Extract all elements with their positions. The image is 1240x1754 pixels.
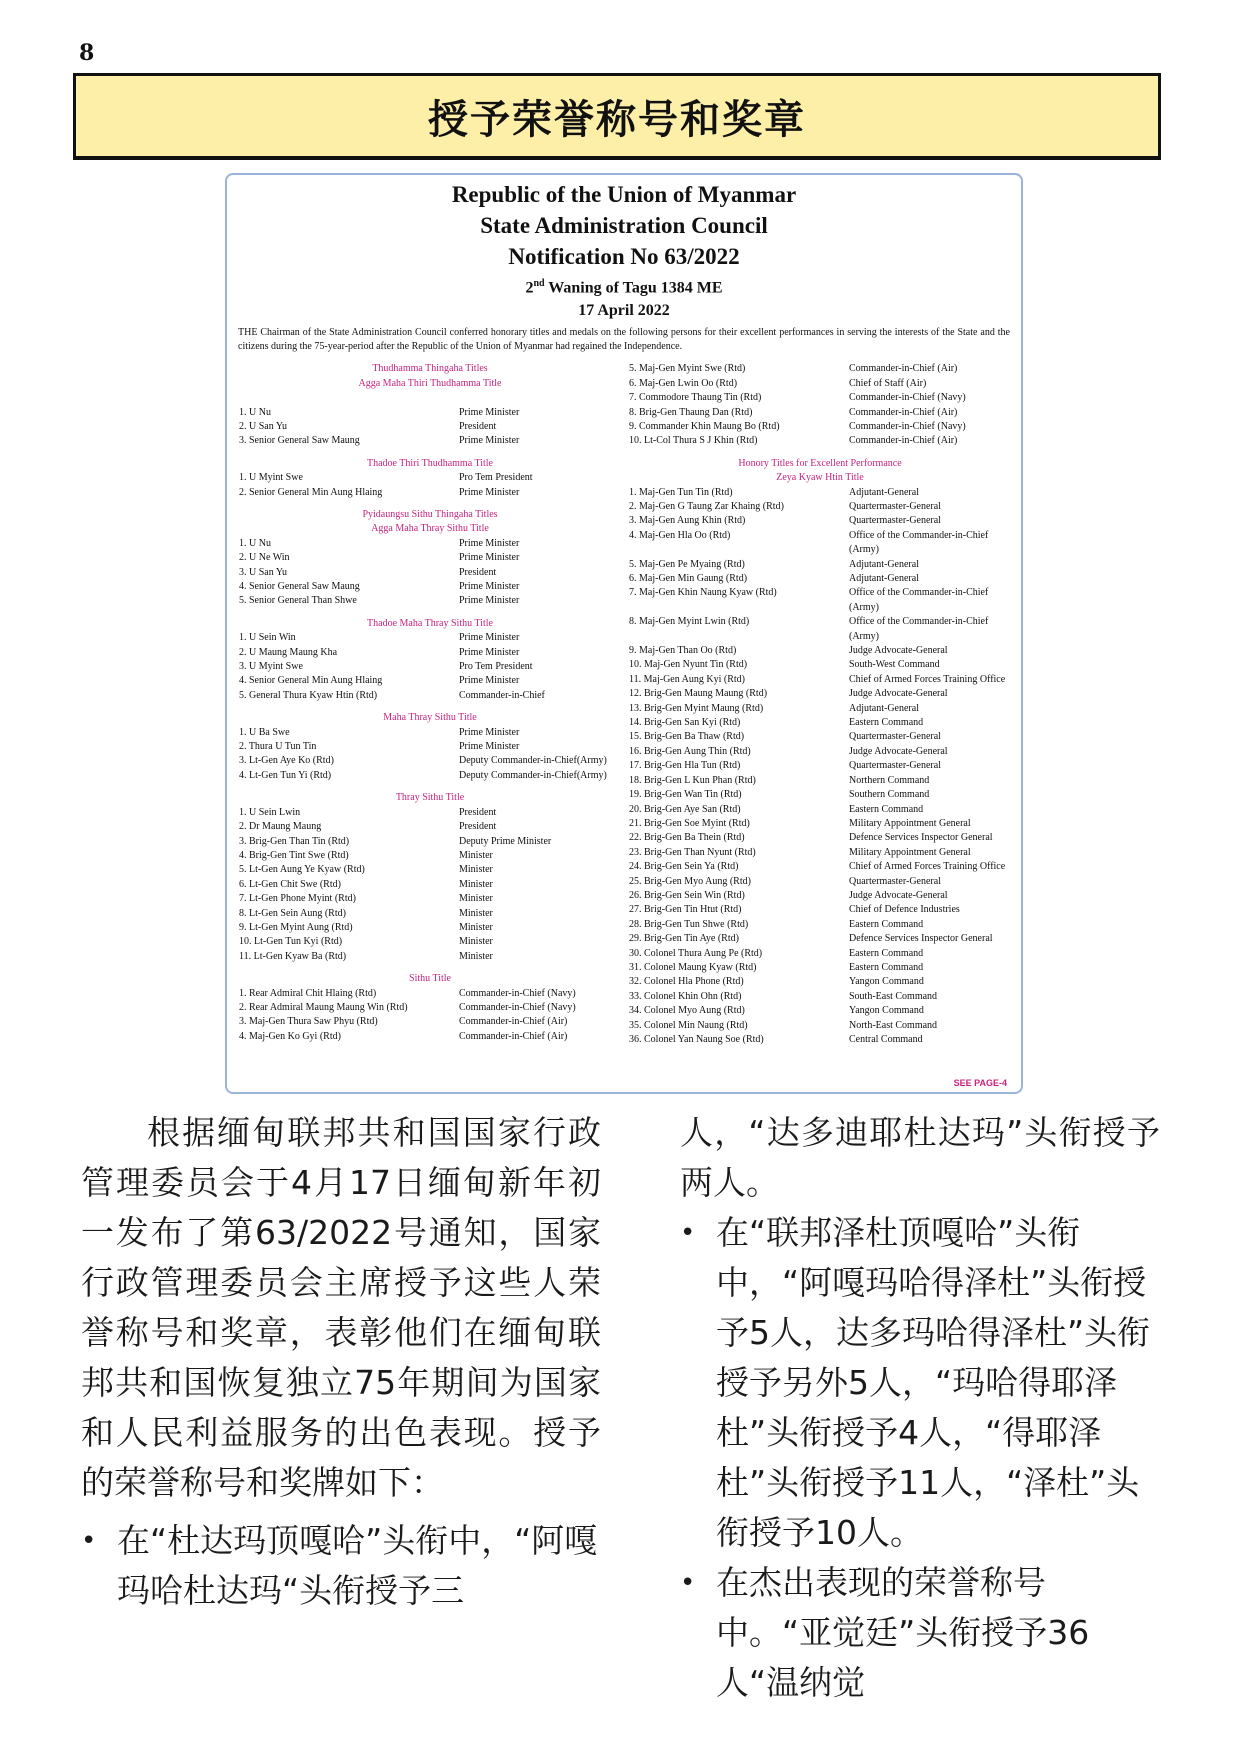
award-row [239,566,621,580]
award-row [239,420,621,434]
article-bullet-2 [680,1208,1160,1558]
award-title: Sithu Title [409,973,451,985]
article-bullet-1 [81,1516,601,1616]
award-row [239,537,621,551]
recipient-position: Judge Advocate-General [849,889,948,901]
recipient-position: Prime Minister [459,537,520,549]
recipient-name: 12. Brig-Gen Maung Maung (Rtd) [629,688,768,700]
recipient-name: 7. Lt-Gen Phone Myint (Rtd) [239,893,356,905]
recipient-position: Deputy Commander-in-Chief(Army) [459,755,607,767]
award-row [629,1004,1011,1018]
recipient-position: Prime Minister [459,435,520,447]
award-row [629,961,1011,975]
recipient-position: President [459,821,497,833]
award-row [629,788,1011,802]
notification-header [227,179,1021,322]
recipient-name: 11. Maj-Gen Aung Kyi (Rtd) [629,673,746,685]
recipient-position: Commander-in-Chief (Air) [849,363,958,375]
recipient-name: 4. Senior General Saw Maung [239,581,360,592]
award-row [629,990,1011,1004]
recipient-name: 1. U Nu [239,537,271,549]
recipient-position: North-East Command [849,1019,938,1031]
award-row [239,674,621,688]
recipient-name: 2. Rear Admiral Maung Maung Win (Rtd) [239,1001,408,1013]
recipient-name: 1. U Sein Lwin [239,806,301,818]
award-row [239,434,621,448]
recipient-position: Quartermaster-General [849,500,941,512]
recipient-position: Quartermaster-General [849,731,941,743]
recipient-name: 21. Brig-Gen Soe Myint (Rtd) [629,817,750,829]
award-row [629,687,1011,701]
award-row [629,1033,1011,1047]
recipient-position: Office of the Commander-in-Chief (Army) [849,587,989,613]
recipient-position: Yangon Command [849,1005,924,1017]
award-row [629,406,1011,420]
award-row [629,730,1011,744]
recipient-position: Southern Command [849,789,930,801]
recipient-name: 27. Brig-Gen Tin Htut (Rtd) [629,904,742,916]
banner-title: 授予荣誉称号和奖章 [428,96,806,143]
section-spacer [239,783,621,791]
header-council: State Administration Council [480,213,768,238]
award-title: Thudhamma Thingaha Titles [372,363,488,375]
recipient-name: 2. U Maung Maung Kha [239,646,338,658]
award-row [629,716,1011,730]
award-row [629,860,1011,874]
award-row [239,907,621,921]
award-row [629,514,1011,528]
recipient-name: 9. Commander Khin Maung Bo (Rtd) [629,420,780,432]
award-row [629,831,1011,845]
recipient-position: Quartermaster-General [849,875,941,887]
recipient-position: Prime Minister [459,406,520,418]
award-row [239,921,621,935]
recipient-name: 6. Lt-Gen Chit Swe (Rtd) [239,878,341,890]
award-title: Pyidaungsu Sithu Thingaha Titles [362,508,498,520]
award-row [629,817,1011,831]
recipient-name: 29. Brig-Gen Tin Aye (Rtd) [629,933,739,945]
recipient-name: 16. Brig-Gen Aung Thin (Rtd) [629,745,751,757]
award-row [629,889,1011,903]
award-row [629,702,1011,716]
award-row [629,572,1011,586]
recipient-name: 4. Maj-Gen Hla Oo (Rtd) [629,529,731,541]
recipient-position: Minister [459,921,493,933]
recipient-name: 30. Colonel Thura Aung Pe (Rtd) [629,947,763,959]
recipient-position: Prime Minister [459,741,520,753]
header-republic: Republic of the Union of Myanmar [451,182,797,207]
recipient-name: 3. U San Yu [239,566,287,578]
recipient-position: Defence Services Inspector General [849,832,993,844]
recipient-position: Yangon Command [849,976,924,988]
recipient-name: 17. Brig-Gen Hla Tun (Rtd) [629,760,741,772]
section-spacer [239,964,621,972]
recipient-position: Prime Minister [459,726,520,738]
recipient-name: 1. U Myint Swe [239,472,303,484]
recipient-position: Judge Advocate-General [849,688,948,700]
recipient-position: Commander-in-Chief (Air) [459,1030,568,1042]
recipient-position: Chief of Armed Forces Training Office [849,673,1006,685]
award-row [239,950,621,964]
award-row [239,726,621,740]
recipient-position: Pro Tem President [459,661,533,673]
award-row [239,987,621,1001]
recipient-position: Commander-in-Chief (Navy) [459,987,576,999]
recipient-position: President [459,420,497,432]
bullet-2-text: 在“联邦泽杜顶嘎哈”头衔中，“阿嘎玛哈得泽杜”头衔授予5人，达多玛哈得泽杜”头衔授予另外5人，“玛哈得耶泽杜”头衔授予4人，“得耶泽杜”头衔授予11人，“泽杜”头衔授予10人。 [716,1213,1151,1552]
bullet-dot: • [680,1218,696,1248]
article-bullet-3 [680,1558,1160,1708]
bullet-1-continued: 人，“达多迪耶杜达玛”头衔授予两人。 [680,1113,1160,1202]
recipient-name: 1. Maj-Gen Tun Tin (Rtd) [629,486,733,498]
award-row [629,673,1011,687]
award-row [239,551,621,565]
award-row [629,759,1011,773]
recipient-name: 32. Colonel Hla Phone (Rtd) [629,976,744,988]
recipient-position: Judge Advocate-General [849,645,948,657]
award-title: Zeya Kyaw Htin Title [776,472,864,484]
recipient-name: 3. Maj-Gen Aung Khin (Rtd) [629,515,746,527]
recipient-position: Minister [459,907,493,919]
recipient-position: Quartermaster-General [849,515,941,527]
recipient-name: 2. U Ne Win [239,552,290,564]
award-title: Agga Maha Thiri Thudhamma Title [358,377,502,389]
recipient-name: 25. Brig-Gen Myo Aung (Rtd) [629,875,751,887]
recipient-position: Prime Minister [459,646,520,658]
recipient-position: Adjutant-General [849,573,919,585]
award-title: Thray Sithu Title [395,792,465,804]
recipient-position: Prime Minister [459,552,520,564]
notification-box [225,173,1023,1094]
recipient-name: 26. Brig-Gen Sein Win (Rtd) [629,889,745,901]
award-row [629,903,1011,917]
award-row [239,769,621,783]
award-row [629,500,1011,514]
recipient-name: 24. Brig-Gen Sein Ya (Rtd) [629,861,739,873]
award-row [239,892,621,906]
section-spacer [239,703,621,711]
recipient-position: Chief of Armed Forces Training Office [849,861,1006,873]
award-row [239,1015,621,1029]
notification-intro: THE Chairman of the State Administration Council conferred honorary titles and medals on the following persons for their excellent performances in serving the interests of the State and the citizens during the 75-year-period after the Republic of the Union of Myanmar had regained the Independence. [238,327,1010,353]
award-row [239,646,621,660]
recipient-position: Quartermaster-General [849,760,941,772]
recipient-name: 6. Maj-Gen Lwin Oo (Rtd) [629,377,738,389]
recipient-name: 1. Rear Admiral Chit Hlaing (Rtd) [239,987,377,999]
recipient-position: Commander-in-Chief (Air) [849,435,958,447]
recipient-name: 2. Dr Maung Maung [239,821,322,833]
award-row [629,377,1011,391]
recipient-position: Minister [459,849,493,861]
award-row [629,947,1011,961]
recipient-position: Prime Minister [459,581,520,592]
recipient-position: Minister [459,864,493,876]
award-row [629,644,1011,658]
award-row [629,975,1011,989]
recipient-name: 9. Lt-Gen Myint Aung (Rtd) [239,921,353,933]
award-row [239,935,621,949]
recipient-position: Eastern Command [849,947,924,959]
award-row [629,420,1011,434]
award-title: Maha Thray Sithu Title [383,712,477,724]
recipient-position: Adjutant-General [849,486,919,498]
recipient-name: 10. Lt-Col Thura S J Khin (Rtd) [629,435,758,447]
recipient-position: Deputy Prime Minister [459,835,552,847]
recipient-name: 15. Brig-Gen Ba Thaw (Rtd) [629,731,745,743]
recipient-position: President [459,806,497,818]
award-row [629,918,1011,932]
recipient-name: 13. Brig-Gen Myint Maung (Rtd) [629,702,764,714]
recipient-name: 8. Lt-Gen Sein Aung (Rtd) [239,907,346,919]
section-spacer [239,609,621,617]
recipient-name: 3. U Myint Swe [239,661,303,673]
award-row [239,740,621,754]
award-row [239,660,621,674]
recipient-name: 5. General Thura Kyaw Htin (Rtd) [239,689,378,701]
see-page-note: SEE PAGE-4 [953,1078,1007,1088]
award-row [629,932,1011,946]
award-row [629,558,1011,572]
recipient-name: 8. Maj-Gen Myint Lwin (Rtd) [629,616,750,628]
recipient-name: 3. Maj-Gen Thura Saw Phyu (Rtd) [239,1016,378,1028]
recipient-position: Deputy Commander-in-Chief(Army) [459,769,607,781]
award-row [629,486,1011,500]
award-row [239,406,621,420]
recipient-position: Commander-in-Chief (Air) [459,1016,568,1028]
recipient-position: Eastern Command [849,961,924,973]
recipient-name: 23. Brig-Gen Than Nyunt (Rtd) [629,846,756,858]
bullet-3-text: 在杰出表现的荣誉称号中。“亚觉廷”头衔授予36人“温纳觉 [716,1563,1090,1702]
award-row [239,486,621,500]
recipient-name: 31. Colonel Maung Kyaw (Rtd) [629,961,757,973]
award-row [239,820,621,834]
award-row [629,586,1011,615]
recipient-position: Prime Minister [459,675,520,687]
award-title: Agga Maha Thray Sithu Title [371,523,489,535]
recipient-name: 2. Maj-Gen G Taung Zar Khaing (Rtd) [629,500,784,512]
recipient-name: 3. Lt-Gen Aye Ko (Rtd) [239,755,334,767]
recipient-name: 19. Brig-Gen Wan Tin (Rtd) [629,789,742,801]
article-right-column [680,1108,1160,1708]
article-intro-paragraph: 根据缅甸联邦共和国国家行政管理委员会于4月17日缅甸新年初一发布了第63/2022号通知，国家行政管理委员会主席授予这些人荣誉称号和奖章，表彰他们在缅甸联邦共和国恢复独立75年期间为国家和人民利益服务的出色表现。授予的荣誉称号和奖牌如下： [81,1113,601,1502]
award-row [239,849,621,863]
recipient-position: Commander-in-Chief (Navy) [849,392,966,404]
recipient-position: Central Command [849,1034,923,1046]
recipient-name: 22. Brig-Gen Ba Thein (Rtd) [629,832,745,844]
recipient-name: 4. Maj-Gen Ko Gyi (Rtd) [239,1030,341,1042]
award-row [239,806,621,820]
recipient-name: 3. Senior General Saw Maung [239,435,360,447]
recipient-position: Minister [459,878,493,890]
recipient-name: 28. Brig-Gen Tun Shwe (Rtd) [629,918,749,930]
recipient-name: 18. Brig-Gen L Kun Phan (Rtd) [629,774,756,786]
recipient-position: Commander-in-Chief (Navy) [849,420,966,432]
award-row [629,434,1011,448]
award-title: Thadoe Maha Thray Sithu Title [367,617,493,629]
award-row [239,631,621,645]
section-spacer [239,500,621,508]
award-row [629,1019,1011,1033]
recipient-position: Adjutant-General [849,558,919,570]
recipient-name: 33. Colonel Khin Ohn (Rtd) [629,990,742,1002]
recipient-position: Pro Tem President [459,472,533,484]
recipient-name: 1. U Ba Swe [239,726,290,738]
recipient-position: Minister [459,893,493,905]
recipient-position: Northern Command [849,774,930,786]
recipient-name: 9. Maj-Gen Than Oo (Rtd) [629,645,737,657]
award-row [239,754,621,768]
recipient-name: 3. Brig-Gen Than Tin (Rtd) [239,835,350,847]
recipient-name: 4. Senior General Min Aung Hlaing [239,675,383,687]
recipient-position: South-West Command [849,659,940,671]
bullet-dot: • [81,1526,97,1556]
recipient-position: Office of the Commander-in-Chief (Army) [849,616,989,642]
recipient-name: 5. Maj-Gen Myint Swe (Rtd) [629,363,746,375]
recipient-position: Prime Minister [459,632,520,644]
recipient-position: Defence Services Inspector General [849,933,993,945]
page-number: 8 [79,40,95,66]
recipient-name: 11. Lt-Gen Kyaw Ba (Rtd) [239,950,347,962]
award-row [629,803,1011,817]
recipient-position: Chief of Defence Industries [849,904,960,916]
recipient-name: 4. Lt-Gen Tun Yi (Rtd) [239,769,332,781]
award-row [239,878,621,892]
recipient-position: Adjutant-General [849,702,919,714]
award-row [629,529,1011,558]
recipient-position: Prime Minister [459,486,520,498]
recipient-name: 2. U San Yu [239,420,287,432]
award-title: Honory Titles for Excellent Performance [738,457,902,469]
recipient-name: 8. Brig-Gen Thaung Dan (Rtd) [629,406,753,418]
award-row [239,594,621,608]
recipient-name: 5. Senior General Than Shwe [239,595,357,607]
recipient-position: South-East Command [849,990,938,1002]
recipient-name: 35. Colonel Min Naung (Rtd) [629,1019,748,1031]
recipient-name: 4. Brig-Gen Tint Swe (Rtd) [239,849,349,861]
recipient-name: 34. Colonel Myo Aung (Rtd) [629,1005,745,1017]
recipient-position: Commander-in-Chief [459,689,545,701]
recipient-position: Minister [459,950,493,962]
award-row [239,471,621,485]
award-row [629,615,1011,644]
recipient-name: 6. Maj-Gen Min Gaung (Rtd) [629,573,748,585]
bullet-dot: • [680,1568,696,1598]
notification-right-column [629,362,1011,1047]
award-title: Thadoe Thiri Thudhamma Title [366,457,493,469]
notification-columns [239,362,1011,1047]
notification-left-column [239,362,629,1047]
recipient-position: President [459,566,497,578]
award-row [239,580,621,594]
recipient-name: 1. U Sein Win [239,632,296,644]
recipient-position: Prime Minister [459,595,520,607]
title-spacer [239,391,621,405]
recipient-position: Commander-in-Chief (Air) [849,406,958,418]
recipient-name: 10. Maj-Gen Nyunt Tin (Rtd) [629,659,748,671]
section-banner [73,73,1161,160]
recipient-name: 2. Thura U Tun Tin [239,741,317,753]
award-row [629,846,1011,860]
award-row [239,1001,621,1015]
recipient-name: 1. U Nu [239,406,271,418]
award-row [239,1030,621,1044]
recipient-name: 10. Lt-Gen Tun Kyi (Rtd) [239,936,343,948]
recipient-name: 14. Brig-Gen San Kyi (Rtd) [629,717,741,729]
award-row [239,835,621,849]
award-row [629,875,1011,889]
recipient-name: 2. Senior General Min Aung Hlaing [239,486,383,498]
recipient-name: 5. Lt-Gen Aung Ye Kyaw (Rtd) [239,864,365,876]
award-row [629,774,1011,788]
header-date: 17 April 2022 [578,302,670,320]
recipient-position: Office of the Commander-in-Chief (Army) [849,529,989,556]
recipient-position: Eastern Command [849,803,924,815]
recipient-position: Military Appointment General [849,817,971,829]
recipient-position: Eastern Command [849,918,924,930]
recipient-position: Eastern Command [849,717,924,729]
award-row [239,863,621,877]
recipient-name: 20. Brig-Gen Aye San (Rtd) [629,803,741,815]
recipient-name: 5. Maj-Gen Pe Myaing (Rtd) [629,558,745,570]
recipient-position: Minister [459,936,493,948]
award-row [629,362,1011,376]
recipient-name: 7. Commodore Thaung Tin (Rtd) [629,392,762,404]
header-waning-date: 2nd Waning of Tagu 1384 ME [525,278,723,297]
recipient-position: Military Appointment General [849,846,971,858]
recipient-position: Judge Advocate-General [849,745,948,757]
header-notification-no: Notification No 63/2022 [508,244,740,269]
section-spacer [629,449,1011,457]
award-row [629,658,1011,672]
recipient-position: Chief of Staff (Air) [849,377,927,389]
recipient-name: 36. Colonel Yan Naung Soe (Rtd) [629,1034,764,1046]
recipient-position: Commander-in-Chief (Navy) [459,1001,576,1013]
article-left-column [81,1108,601,1616]
award-row [629,745,1011,759]
recipient-name: 7. Maj-Gen Khin Naung Kyaw (Rtd) [629,587,777,599]
award-row [239,689,621,703]
award-row [629,391,1011,405]
bullet-1-text: 在“杜达玛顶嘎哈”头衔中，“阿嘎玛哈杜达玛“头衔授予三 [117,1521,598,1610]
section-spacer [239,449,621,457]
